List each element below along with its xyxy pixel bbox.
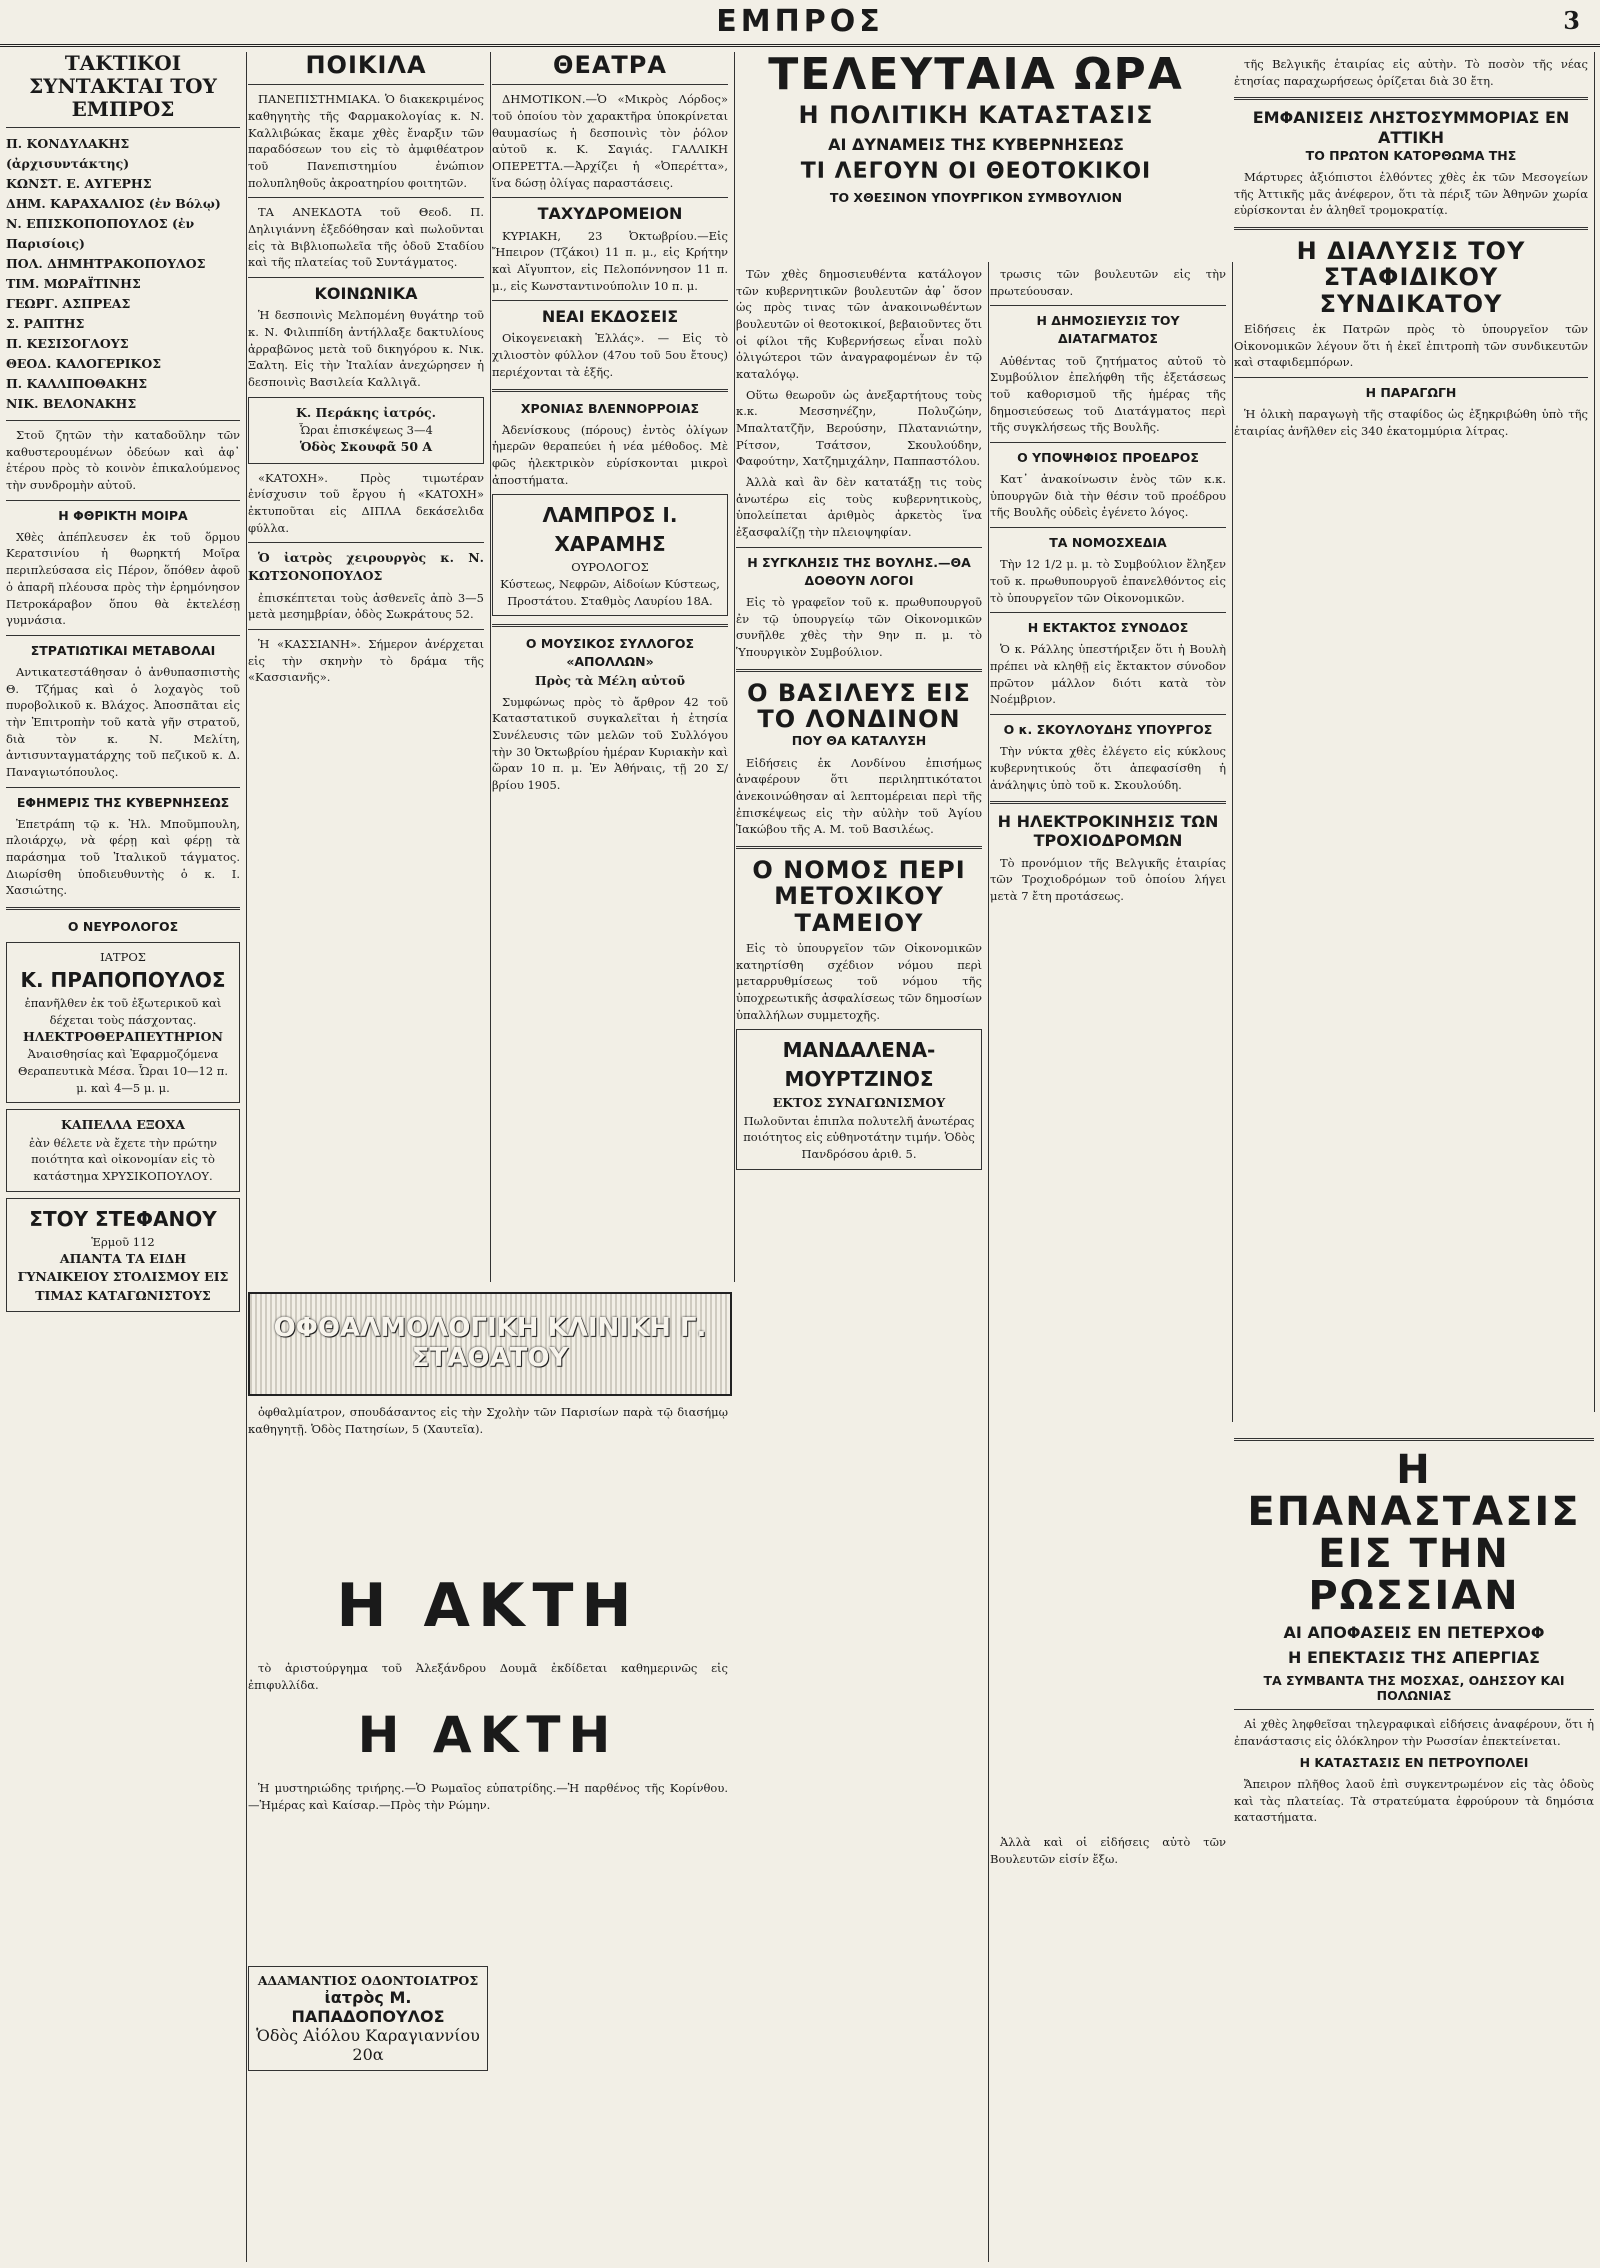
article-text: Αντικατεστάθησαν ὁ ἀνθυπασπιστὴς Θ. Τζήμας καὶ ὁ λοχαγὸς τοῦ πυροβολικοῦ κ. Βλάχος. Ἀποσπᾶται εἰς τὴν Ἐπιτροπὴν τοῦ κατὰ γῆν στρατοῦ, διὰ τὸν κ. Ν. Μελίτη, ἀντισυνταγματάρχης τοῦ πεζικοῦ κ. Δ. Παναγιωτόπουλος. [6, 664, 240, 779]
roster-name: Π. ΚΕΣΙΣΟΓΛΟΥΣ [6, 336, 129, 351]
heading-poikila: ΠΟΙΚΙΛΑ [305, 52, 427, 79]
ad-doctor-name: ΛΑΜΠΡΟΣ Ι. ΧΑΡΑΜΗΣ [542, 503, 678, 557]
akti-title-second: Η ΑΚΤΗ [357, 1706, 619, 1764]
roster-name: Ν. ΕΠΙΣΚΟΠΟΠΟΥΛΟΣ (ἐν Παρισίοις) [6, 216, 195, 251]
heading-vlennorroia: ΧΡΟΝΙΑΣ ΒΛΕΝΝΟΡΡΟΙΑΣ [520, 400, 700, 416]
heading-where-stay: ΠΟΥ ΘΑ ΚΑΤΑΛΥΣΗ [791, 733, 927, 749]
heading-petersburg: Η ΚΑΤΑΣΤΑΣΙΣ ΕΝ ΠΕΤΡΟΥΠΟΛΕΙ [1299, 1754, 1529, 1770]
ad-heading: ΜΑΝΔΑΛΕΝΑ-ΜΟΥΡΤΖΙΝΟΣ [782, 1038, 936, 1092]
ad-text: Κύστεως, Νεφρῶν, Αἰδοίων Κύστεως, Προστάτου. Σταθμὸς Λαυρίου 18Α. [500, 576, 720, 608]
ad-heading: Κ. Περάκης ἰατρός. [295, 404, 436, 420]
article-text: τὸ ἀριστούργημα τοῦ Ἀλεξάνδρου Δουμᾶ ἐκδίδεται καθημερινῶς εἰς ἐπιφυλλίδα. [248, 1661, 728, 1692]
heading-metaboli: ΣΤΡΑΤΙΩΤΙΚΑΙ ΜΕΤΑΒΟΛΑΙ [30, 642, 216, 658]
heading-revolution: Η ΕΠΑΝΑΣΤΑΣΙΣ ΕΙΣ ΤΗΝ ΡΩΣΣΙΑΝ [1247, 1447, 1581, 1619]
heading-theatra: ΘΕΑΤΡΑ [553, 52, 667, 79]
ad-text: Ὧραι ἐπισκέψεως 3—4 [299, 422, 433, 437]
heading-minister: Ο κ. ΣΚΟΥΛΟΥΔΗΣ ΥΠΟΥΡΓΟΣ [1003, 722, 1213, 738]
ad-heading: ΑΔΑΜΑΝΤΙΟΣ ΟΔΟΝΤΟΙΑΤΡΟΣ [257, 1973, 479, 1988]
article-text: ΚΥΡΙΑΚΗ, 23 Ὀκτωβρίου.—Εἰς Ἤπειρον (Τζάκοι) 11 π. μ., εἰς Κρήτην καὶ Αἴγυπτον, εἰς Πελοπόννησον 11 π. μ., εἰς Κωνσταντινούπολιν 10 π. μ. [492, 228, 728, 293]
heading-peterhof: ΑΙ ΑΠΟΦΑΣΕΙΣ ΕΝ ΠΕΤΕΡΧΟΦ [1283, 1623, 1545, 1642]
article-text: «ΚΑΤΟΧΗ». Πρὸς τιμωτέραν ἐνίσχυσιν τοῦ ἔργου ἡ «ΚΑΤΟΧΗ» ἐκτυποῦται εἰς ΔΙΠΛΑ δεκάσελιδα φύλλα. [248, 470, 484, 535]
heading-tram-electrification: Η ΗΛΕΚΤΡΟΚΙΝΗΣΙΣ ΤΩΝ ΤΡΟΧΙΟΔΡΟΜΩΝ [997, 812, 1219, 851]
heading-government-forces: ΑΙ ΔΥΝΑΜΕΙΣ ΤΗΣ ΚΥΒΕΡΝΗΣΕΩΣ [828, 134, 1124, 154]
urologist-ad [492, 494, 728, 616]
akti-note [248, 1656, 728, 1697]
article-text: Χθὲς ἀπέπλευσεν ἐκ τοῦ ὅρμου Κερατσινίου ἡ θωρηκτή Μοῖρα περιπλεύσασα εἰς Πέρον, ὅπόθεν ἀφοῦ ὁ ἀπαρῆ πλέουσα πρὸς τὴν ἐρημόνησον Πετροκάραβον ὅπου θὰ ἐκτελέσῃ γυμνάσια. [6, 529, 240, 628]
ad-text: ἐὰν θέλετε νὰ ἔχετε τὴν πρώτην ποιότητα καὶ οἰκονομίαν εἰς τὸ κατάστημα ΧΡΥΣΙΚΟΠΟΥΛΟΥ. [28, 1135, 217, 1183]
article-subheading: Πρὸς τὰ Μέλη αὐτοῦ [534, 672, 686, 688]
banner-text: ΟΦΘΑΛΜΟΛΟΓΙΚΗ ΚΛΙΝΙΚΗ Γ. ΣΤΑΘΑΤΟΥ [273, 1313, 707, 1373]
heading-efimeris: ΕΦΗΜΕΡΙΣ ΤΗΣ ΚΥΒΕΡΝΗΣΕΩΣ [16, 794, 230, 810]
heading-synod: Η ΕΚΤΑΚΤΟΣ ΣΥΝΟΔΟΣ [1027, 620, 1189, 636]
article-text: Ἀδενίσκους (πόρους) ἐντὸς ὀλίγων ἡμερῶν θεραπεύει ἡ νέα μέθοδος. Μὲ φῶς ἠλεκτρικὸν εὑρίσκονται μικροὶ ἀποστήματα. [492, 422, 728, 487]
roster-title: ΤΑΚΤΙΚΟΙ ΣΥΝΤΑΚΤΑΙ ΤΟΥ ΕΜΠΡΟΣ [29, 52, 217, 121]
heading-koinonika: ΚΟΙΝΩΝΙΚΑ [314, 284, 418, 304]
newspaper-title: ΕΜΠΡΟΣ [716, 4, 884, 39]
roster-name: ΤΙΜ. ΜΩΡΑΪΤΙΝΗΣ [6, 276, 141, 291]
article-text: ὀφθαλμίατρον, σπουδάσαντος εἰς τὴν Σχολὴν τῶν Παρισίων παρὰ τῷ διασήμῳ καθηγητῇ. Ὁδὸς Πατησίων, 5 (Χαυτεῖα). [248, 1405, 728, 1436]
article-text: Ἄπειρον πλῆθος λαοῦ ἐπὶ συγκεντρωμένον εἰς τὰς ὁδοὺς καὶ τὰς πλατείας. Τὰ στρατεύματα ἐφρούρουν τὰ δημόσια καταστήματα. [1234, 1776, 1594, 1825]
store-ad [6, 1198, 240, 1312]
column-6 [1234, 52, 1595, 1412]
article-text: Ἡ «ΚΑΣΣΙΑΝΗ». Σήμερον ἀνέρχεται εἰς τὴν σκηνὴν τὸ δράμα τῆς «Κασσιανῆς». [248, 636, 484, 685]
heading-bandits: ΕΜΦΑΝΙΣΕΙΣ ΛΗΣΤΟΣΥΜΜΟΡΙΑΣ ΕΝ ΑΤΤΙΚΗ [1252, 108, 1570, 147]
heading-last-hour: ΤΕΛΕΥΤΑΙΑ ΩΡΑ [768, 49, 1184, 100]
ad-text: ἐπανῆλθεν ἐκ τοῦ ἐξωτερικοῦ καὶ δέχεται τοὺς πάσχοντας. [24, 995, 222, 1027]
article-text: Στοῦ ζητῶν τὴν καταδοῦλην τῶν καθυστερουμένων ὀδεύων καὶ ἀφ᾽ ἑτέρου πρὸς τὸ κοινὸν ἐπικαλούμενος τὴν συνδρομὴν αὐτοῦ. [6, 428, 240, 493]
doctor-ad [6, 942, 240, 1103]
roster-name: ΚΩΝΣΤ. Ε. ΑΥΓΕΡΗΣ [6, 176, 152, 191]
heading-bills: ΤΑ ΝΟΜΟΣΧΕΔΙΑ [1049, 535, 1167, 551]
editors-roster [6, 52, 240, 414]
ad-address: Ἑρμοῦ 112 [91, 1234, 155, 1249]
ad-heading: ΗΛΕΚΤΡΟΘΕΡΑΠΕΥΤΗΡΙΟΝ [23, 1029, 223, 1045]
roster-name: Π. ΚΑΛΛΙΠΟΘΑΚΗΣ [6, 376, 148, 391]
article-text: Κατ᾽ ἀνακοίνωσιν ἐνὸς τῶν κ.κ. ὑπουργῶν διὰ τὴν θέσιν τοῦ προέδρου τῆς Βουλῆς οὐδεὶς ἐγένετο λόγος. [990, 472, 1226, 520]
ad-label: ΟΥΡΟΛΟΓΟΣ [571, 560, 649, 575]
heading-moscow-odessa: ΤΑ ΣΥΜΒΑΝΤΑ ΤΗΣ ΜΟΣΧΑΣ, ΟΔΗΣΣΟΥ ΚΑΙ ΠΟΛΩΝΙΑΣ [1263, 1673, 1565, 1704]
heading-law-fund: Ο ΝΟΜΟΣ ΠΕΡΙ ΜΕΤΟΧΙΚΟΥ ΤΑΜΕΙΟΥ [752, 855, 966, 937]
ad-store-name: ΣΤΟΥ ΣΤΕΦΑΝΟΥ [29, 1206, 217, 1231]
article-text: Τὴν νύκτα χθὲς ἐλέγετο εἰς κύκλους κυβερνητικούς ὅτι ἀπεφασίσθη ἡ ἀνάληψις ὑπὸ τοῦ κ. Σκουλούδη. [990, 744, 1226, 792]
article-text: ΔΗΜΟΤΙΚΟΝ.—Ὁ «Μικρὸς Λόρδος» τοῦ ὁποίου τὸν χαρακτῆρα ὑποκρίνεται θαυμασίως ἡ δεσποινὶς τὸν ῥόλον αὐτοῦ κ. Κ. Σαγιάς. ΓΑΛΛΙΚΗ ΟΠΕΡΕΤΤΑ.—Ἀρχίζει ἡ «Ὀπερέττα», ἵνα δώσῃ ὀλίγας παραστάσεις. [492, 92, 728, 190]
article-text: Συμφώνως πρὸς τὸ ἄρθρον 42 τοῦ Καταστατικοῦ συγκαλεῖται ἡ ἐτησία Συνέλευσις τῶν μελῶν τοῦ Συλλόγου τὴν 30 Ὀκτωβρίου ἡμέραν Κυριακὴν καὶ ὥραν 10 π. μ. Ἐν Ἀθήναις, τῇ 20 Σ/βρίου 1905. [492, 694, 728, 793]
heading-king-london: Ο ΒΑΣΙΛΕΥΣ ΕΙΣ ΤΟ ΛΟΝΔΙΝΟΝ [747, 678, 971, 734]
ad-doctor-name: Κ. ΠΡΑΠΟΠΟΥΛΟΣ [20, 967, 226, 992]
roster-name: Π. ΚΟΝΔΥΛΑΚΗΣ (ἀρχισυντάκτης) [6, 136, 130, 171]
heading-syndicate: Η ΔΙΑΛΥΣΙΣ ΤΟΥ ΣΤΑΦΙΔΙΚΟΥ ΣΥΝΔΙΚΑΤΟΥ [1296, 236, 1526, 318]
heading-cabinet-meeting: ΤΟ ΧΘΕΣΙΝΟΝ ΥΠΟΥΡΓΙΚΟΝ ΣΥΜΒΟΥΛΙΟΝ [829, 189, 1123, 205]
ad-heading: ΚΑΠΕΛΛΑ ΕΞΟΧΑ [61, 1117, 185, 1133]
article-text: Εἰδήσεις ἐκ Λονδίνου ἐπισήμως ἀναφέρουν ὅτι περιληπτικότατοι ἀνεκοινώθησαν αἱ λεπτομέρειαι περὶ τῆς ἐπισκέψεως εἰς τὴν αὐλὴν τοῦ Ἀγίου Ἰακώβου τῆς Α. Μ. τοῦ Βασιλέως. [736, 755, 982, 837]
column-2 [248, 52, 491, 1282]
article-text: Τὸ προνόμιον τῆς Βελγικῆς ἑταιρίας τῶν Τροχιοδρόμων τοῦ ὁποίου λήγει μετὰ 7 ἔτη προτάσεως. [990, 855, 1226, 903]
doctor-ad-perakis [248, 397, 484, 464]
roster-name: ΠΟΛ. ΔΗΜΗΤΡΑΚΟΠΟΥΛΟΣ [6, 256, 206, 271]
article-text: Εἰς τὸ ὑπουργεῖον τῶν Οἰκονομικῶν κατηρτίσθη σχέδιον νόμου περὶ μεταρρυθμίσεως τοῦ νόμου τῆς ὑποχρεωτικῆς ἀσφαλίσεως τῶν δημοσίων ὑπαλλήλων συμμετοχῆς. [736, 941, 982, 1022]
page-number: 3 [1563, 6, 1580, 35]
ad-subheading: ΕΚΤΟΣ ΣΥΝΑΓΩΝΙΣΜΟΥ [772, 1095, 946, 1111]
furniture-ad [736, 1029, 982, 1169]
article-text: Εἰς τὸ γραφεῖον τοῦ κ. πρωθυπουργοῦ ἐν τῷ ὑπουργείῳ τῶν Οἰκονομικῶν συνῆλθε χθὲς τὴν 9ην π. μ. τὸ Ὑπουργικὸν Συμβούλιον. [736, 595, 982, 660]
roster-name: Σ. ΡΑΠΤΗΣ [6, 316, 85, 331]
article-text: Ἡ μυστηριώδης τριήρης.—Ὁ Ρωμαῖος εὐπατρίδης.—Ἡ παρθένος τῆς Κορίνθου.—Ἡμέρας καὶ Καίσαρ.—Πρὸς τὴν Ρώμην. [248, 1781, 728, 1812]
article-text: Ἡ δεσποινὶς Μελπομένη θυγάτηρ τοῦ κ. Ν. Φιλιππίδη ἀντήλλαξε δακτυλίους ἀρραβῶνος μετὰ τοῦ δικηγόρου κ. Νικ. Ξαλτη. Εἰς τὴν Ἰταλίαν ἀνεχώρησεν ἡ δεσποινὶς Βασιλεία Καλλιγᾶ. [248, 308, 484, 389]
heading-taxydromeion: ΤΑΧΥΔΡΟΜΕΙΟΝ [537, 204, 683, 224]
article-text: Ἡ ὁλικὴ παραγωγὴ τῆς σταφίδος ὡς ἐξηκριβώθη ὑπὸ τῆς ἑταιρίας ἀνῆλθεν εἰς 340 ἑκατομμύρια λίτρας. [1234, 407, 1588, 438]
column-5-continuation [990, 1830, 1226, 1871]
article-text: Οἰκογενειακὴ Ἑλλάς». — Εἰς τὸ χιλιοστὸν φύλλον (47ου τοῦ 5ου ἔτους) περιέχονται τὰ ἑξῆς. [492, 331, 728, 379]
heading-theotokikoi: ΤΙ ΛΕΓΟΥΝ ΟΙ ΘΕΟΤΟΚΙΚΟΙ [800, 158, 1152, 184]
column-3 [492, 52, 735, 1282]
heading-president: Ο ΥΠΟΨΗΦΙΟΣ ΠΡΟΕΔΡΟΣ [1017, 449, 1199, 465]
article-text: Τῶν χθὲς δημοσιευθέντα κατάλογον τῶν κυβερνητικῶν βουλευτῶν ἀφ᾽ ὅσον ὡς πρὸς τινας τῶν ἀνακοινωθέντων βουλευτῶν οἱ θεοτοκικοί, βεβαιοῦντες ὅτι οἱ φίλοι τῆς Κυβερνήσεως εἶναι πολὺ ὀλιγώτεροι τῶν ἀναγραφομένων ἐν τῷ καταλόγῳ. [736, 267, 982, 382]
article-text: Οὕτω θεωροῦν ὡς ἀνεξαρτήτους τοὺς κ.κ. Μεσσηνέζην, Πολυζώην, Μπαλτατζῆν, Βερούσην, Πλατανιώτην, Ρίτσον, Τσάτσον, Σκουλούδην, Φαφούτην, Χατζημιχάλην, Παππαστόλου. [736, 387, 982, 469]
ad-text: Πωλοῦνται ἐπιπλα πολυτελῆ ἀνωτέρας ποιότητος εἰς εὐθηνοτάτην τιμήν. Ὁδὸς Πανδρόσου ἀριθ. 5. [743, 1113, 975, 1161]
heading-moira: Η ΦΘΡΙΚΤΗ ΜΟΙΡΑ [58, 507, 188, 523]
masthead [0, 0, 1600, 47]
heading-decree: Η ΔΗΜΟΣΙΕΥΣΙΣ ΤΟΥ ΔΙΑΤΑΓΜΑΤΟΣ [1036, 313, 1180, 347]
ad-address: Ὁδὸς Αἰόλου Καραγιαννίου 20α [256, 2026, 480, 2064]
ad-doctor-name: ἰατρὸς Μ. ΠΑΠΑΔΟΠΟΥΛΟΣ [291, 1988, 445, 2026]
revolution-section [1234, 1430, 1594, 1830]
heading-first-deed: ΤΟ ΠΡΩΤΟΝ ΚΑΤΟΡΘΩΜΑ ΤΗΣ [1305, 147, 1517, 163]
article-text: ΠΑΝΕΠΙΣΤΗΜΙΑΚΑ. Ὁ διακεκριμένος καθηγητὴς τῆς Φαρμακολογίας κ. Ν. Καλλιβώκας ἔκαμε χθὲς ἔναρξιν τῶν παραδόσεων του εἰς τὸ ἀμφιθέατρον τοῦ Πανεπιστημίου ἐνώπιον πολυπληθοῦς ἀκροατηρίου φοιτητῶν. [248, 92, 484, 190]
article-subheading: Ὁ ἰατρὸς χειρουργὸς κ. Ν. ΚΩΤΣΟΝΟΠΟΥΛΟΣ [248, 550, 484, 584]
roster-name: ΔΗΜ. ΚΑΡΑΧΑΛΙΟΣ (ἐν Βόλῳ) [6, 196, 221, 211]
ad-label: ΙΑΤΡΟΣ [100, 950, 146, 965]
heading-mousikos: Ο ΜΟΥΣΙΚΟΣ ΣΥΛΛΟΓΟΣ «ΑΠΟΛΛΩΝ» [525, 636, 695, 670]
article-text: Αἱ χθὲς ληφθεῖσαι τηλεγραφικαὶ εἰδήσεις ἀναφέρουν, ὅτι ἡ ἐπανάστασις εἰς ὁλόκληρον τὴν Ρωσσίαν ἐπεκτείνεται. [1234, 1717, 1594, 1749]
heading-strike: Η ΕΠΕΚΤΑΣΙΣ ΤΗΣ ΑΠΕΡΓΙΑΣ [1288, 1648, 1540, 1668]
column-4 [736, 262, 989, 2262]
akti-chapters [248, 1776, 728, 1817]
akti-title: Η ΑΚΤΗ [336, 1571, 640, 1641]
heading-parliament: Η ΣΥΓΚΛΗΣΙΣ ΤΗΣ ΒΟΥΛΗΣ.—ΘΑ ΔΟΘΟΥΝ ΛΟΓΟΙ [747, 554, 971, 588]
article-text: Ὁ κ. Ράλλης ὑπεστήριξεν ὅτι ἡ Βουλὴ πρέπει νὰ κληθῇ εἰς ἔκτακτον σύνοδον πρῶτον μάλλον διότι κατὰ τὸν Νοέμβριον. [990, 642, 1226, 707]
article-text: ἐπισκέπτεται τοὺς ἀσθενεῖς ἀπὸ 3—5 μετὰ μεσημβρίαν, ὁδὸς Σωκράτους 52. [248, 590, 484, 622]
banner-caption [248, 1400, 728, 1441]
article-text: τρωσις τῶν βουλευτῶν εἰς τὴν πρωτεύουσαν. [990, 267, 1226, 298]
heading-political-situation: Η ΠΟΛΙΤΙΚΗ ΚΑΤΑΣΤΑΣΙΣ [798, 101, 1154, 130]
ad-text: Ἀναισθησίας καὶ Ἐφαρμοζόμενα Θεραπευτικὰ Μέσα. Ὧραι 10—12 π. μ. καὶ 4—5 μ. μ. [17, 1047, 229, 1095]
article-text: Ἀλλὰ καὶ οἱ εἰδήσεις αὐτὸ τῶν Βουλευτῶν εἰσίν ἔξω. [990, 1835, 1226, 1866]
article-text: Ἀλλὰ καὶ ἂν δὲν κατατάξῃ τις τοὺς ἀνωτέρω εἰς τοὺς κυβερνητικοὺς, ὑπολείπεται ἀριθμὸς ἀρκετὸς ἵνα ἐξασφαλίζῃ τὴν πλειοψηφίαν. [736, 475, 982, 540]
heading-production: Η ΠΑΡΑΓΩΓΗ [1365, 385, 1457, 401]
heading-nevrologos: Ο ΝΕΥΡΟΛΟΓΟΣ [67, 919, 179, 935]
article-text: Τὴν 12 1/2 μ. μ. τὸ Συμβούλιον ἔληξεν τοῦ κ. πρωθυπουργοῦ ἐπανελθόντος εἰς τὸ ὑπουργεῖον τῶν Οἰκονομικῶν. [990, 557, 1226, 605]
column-5 [990, 262, 1233, 1422]
last-hour-header [736, 49, 1216, 205]
heading-ekdoseis: ΝΕΑΙ ΕΚΔΟΣΕΙΣ [541, 307, 679, 327]
ad-address: Ὁδὸς Σκουφᾶ 50 Α [299, 439, 433, 455]
roster-name: ΓΕΩΡΓ. ΑΣΠΡΕΑΣ [6, 296, 131, 311]
article-text: Εἰδήσεις ἐκ Πατρῶν πρὸς τὸ ὑπουργεῖον τῶν Οἰκονομικῶν λέγουν ὅτι ἡ ἐκεῖ ἐπιτροπὴ τῶν συνδικευτῶν καὶ σταφιδεμπόρων. [1234, 322, 1588, 370]
ophthalmology-clinic-ad [248, 1292, 732, 1396]
roster-name: ΘΕΟΔ. ΚΑΛΟΓΕΡΙΚΟΣ [6, 356, 162, 371]
ad-text: ΑΠΑΝΤΑ ΤΑ ΕΙΔΗ ΓΥΝΑΙΚΕΙΟΥ ΣΤΟΛΙΣΜΟΥ ΕΙΣ ΤΙΜΑΣ ΚΑΤΑΓΩΝΙΣΤΟΥΣ [17, 1251, 229, 1303]
roster-name: ΝΙΚ. ΒΕΛΟΝΑΚΗΣ [6, 396, 137, 411]
article-text: τῆς Βελγικῆς ἑταιρίας εἰς αὐτὴν. Τὸ ποσὸν τῆς νέας ἐτησίας παραχωρήσεως ὁρίζεται διὰ 30 ἔτη. [1234, 57, 1588, 88]
article-text: Μάρτυρες ἀξιόπιστοι ἐλθόντες χθὲς ἐκ τῶν Μεσογείων τῆς Ἀττικῆς μᾶς ἀνέφερον, ὅτι τὰ πέριξ τῶν Ἀθηνῶν χωρία εὑρίσκονται ἐν ἀληθεῖ τρομοκρατίᾳ. [1234, 169, 1588, 218]
article-text: Ἐπετράπη τῷ κ. Ἠλ. Μποῦμπουλη, πλοιάρχῳ, νὰ φέρῃ καὶ φέρῃ τὰ παράσημα τοῦ Ἰταλικοῦ τάγματος. Διωρίσθη ὑποδιευθυντὴς ὁ κ. Ι. Χασιώτης. [6, 816, 240, 898]
column-1 [6, 52, 247, 2262]
article-text: Αὐθέντας τοῦ ζητήματος αὐτοῦ τὸ Συμβούλιον ἐπελήφθη τῆς ἐξετάσεως τοῦ καθορισμοῦ τῆς ἡμέρας τῆς δημοσιεύσεως τοῦ Διατάγματος περὶ τῆς συγκλήσεως τῆς Βουλῆς. [990, 353, 1226, 435]
article-text: ΤΑ ΑΝΕΚΔΟΤΑ τοῦ Θεοδ. Π. Δηλιγιάννη ἐξεδόθησαν καὶ πωλοῦνται εἰς τὰ Βιβλιοπωλεῖα τῆς ὁδοῦ Σταδίου καὶ τῆς πλατείας τοῦ Συντάγματος. [248, 205, 484, 270]
dentist-ad [248, 1966, 488, 2071]
hat-ad [6, 1109, 240, 1191]
